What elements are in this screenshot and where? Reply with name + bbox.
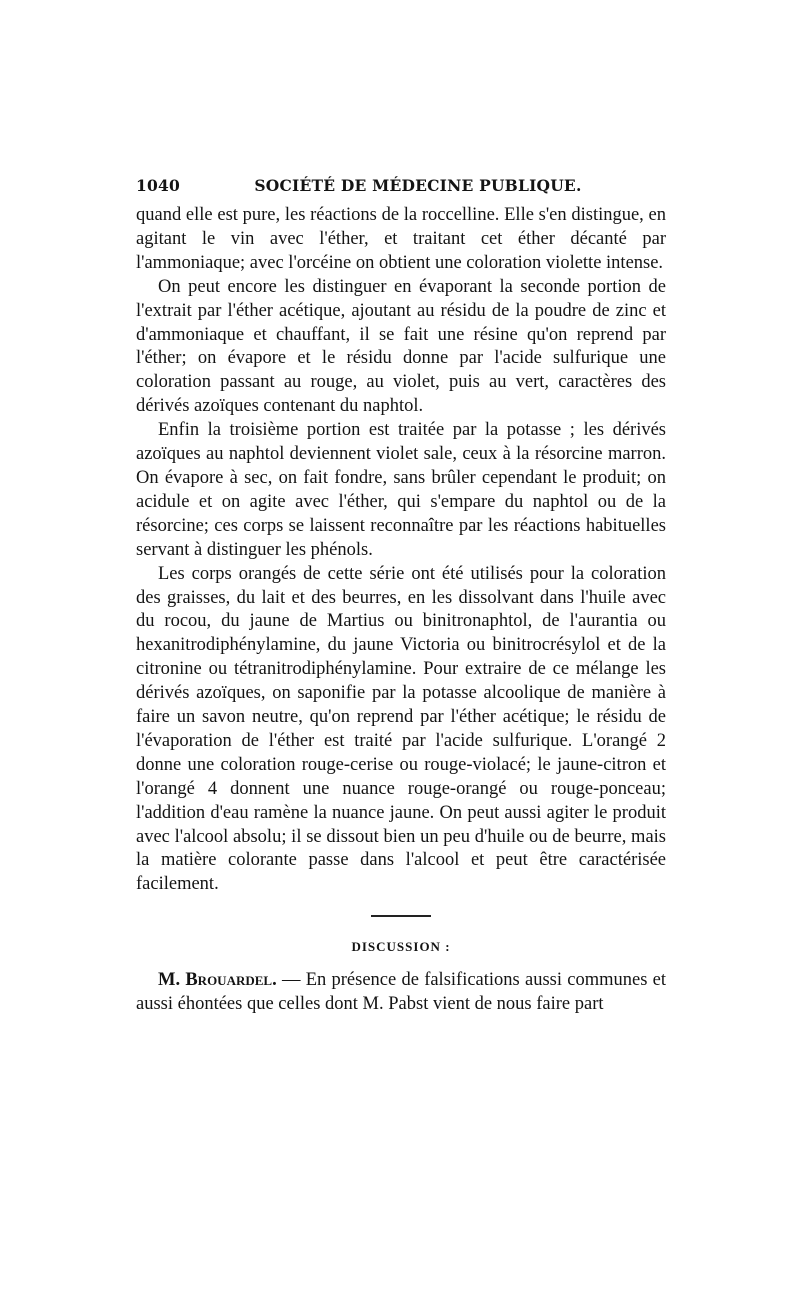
paragraph-3: Enfin la troisième portion est traitée par la potasse ; les dérivés azoïques au naphtol deviennent violet sale, ceux à la résorcine marron. On évapore à sec, on fait fondre, sans brûler cependant le produit; on acidule et on agite avec l'éther, qui s'empare du naphtol ou de la résorcine; ces corps se laissent reconnaître par les réactions habituelles servant à distinguer les phénols.	[136, 420, 666, 560]
paragraph-4: Les corps orangés de cette série ont été utilisés pour la coloration des graisses, du lait et des beurres, en les dissolvant dans l'huile avec du rocou, du jaune de Martius ou binitronaphtol, de l'aurantia ou hexanitrodiphénylamine, du jaune Victoria ou binitrocrésylol et de la citronine ou tétranitrodiphénylamine. Pour extraire de ce mélange les dérivés azoïques, on saponifie par la potasse alcoolique de manière à faire un savon neutre, qu'on reprend par l'éther acétique; le résidu de l'évaporation de l'éther est traité par l'acide sulfurique. L'orangé 2 donne une coloration rouge-cerise ou rouge-violacé; le jaune-citron et l'orangé 4 donnent une nuance rouge-orangé ou rouge-ponceau; l'addition d'eau ramène la nuance jaune. On peut aussi agiter le produit avec l'alcool absolu; il se dissout bien un peu d'huile ou de beurre, mais la matière colorante passe dans l'alcool et peut être caractérisée facilement.	[136, 563, 666, 895]
paragraph-2: On peut encore les distinguer en évaporant la seconde portion de l'extrait par l'éther acétique, ajoutant au résidu de la poudre de zinc et d'ammoniaque et chauffant, il se fait une résine qu'on reprend par l'éther; on évapore et le résidu donne par l'acide sulfurique une coloration passant au rouge, au violet, puis au vert, caractères des dérivés azoïques contenant du naphtol.	[136, 276, 666, 417]
speaker-name: M. Brouardel.	[158, 970, 277, 991]
running-title: SOCIÉTÉ DE MÉDECINE PUBLIQUE.	[254, 176, 582, 195]
body-text	[136, 204, 666, 1017]
discussion-paragraph	[136, 969, 666, 1017]
running-head	[136, 176, 666, 204]
discussion-heading: DISCUSSION :	[351, 939, 451, 955]
page	[136, 176, 666, 1017]
discussion-text: En présence de falsifications aussi communes et aussi éhontées que celles dont M. Pabst vient de nous faire part	[136, 970, 667, 1015]
paragraph-1: quand elle est pure, les réactions de la roccelline. Elle s'en distingue, en agitant le vin avec l'éther, et traitant cet éther décanté par l'ammoniaque; avec l'orcéine on obtient une coloration violette intense.	[136, 205, 666, 273]
speaker-dash: —	[276, 970, 306, 991]
page-number: 1040	[136, 176, 180, 195]
section-divider	[371, 915, 431, 917]
